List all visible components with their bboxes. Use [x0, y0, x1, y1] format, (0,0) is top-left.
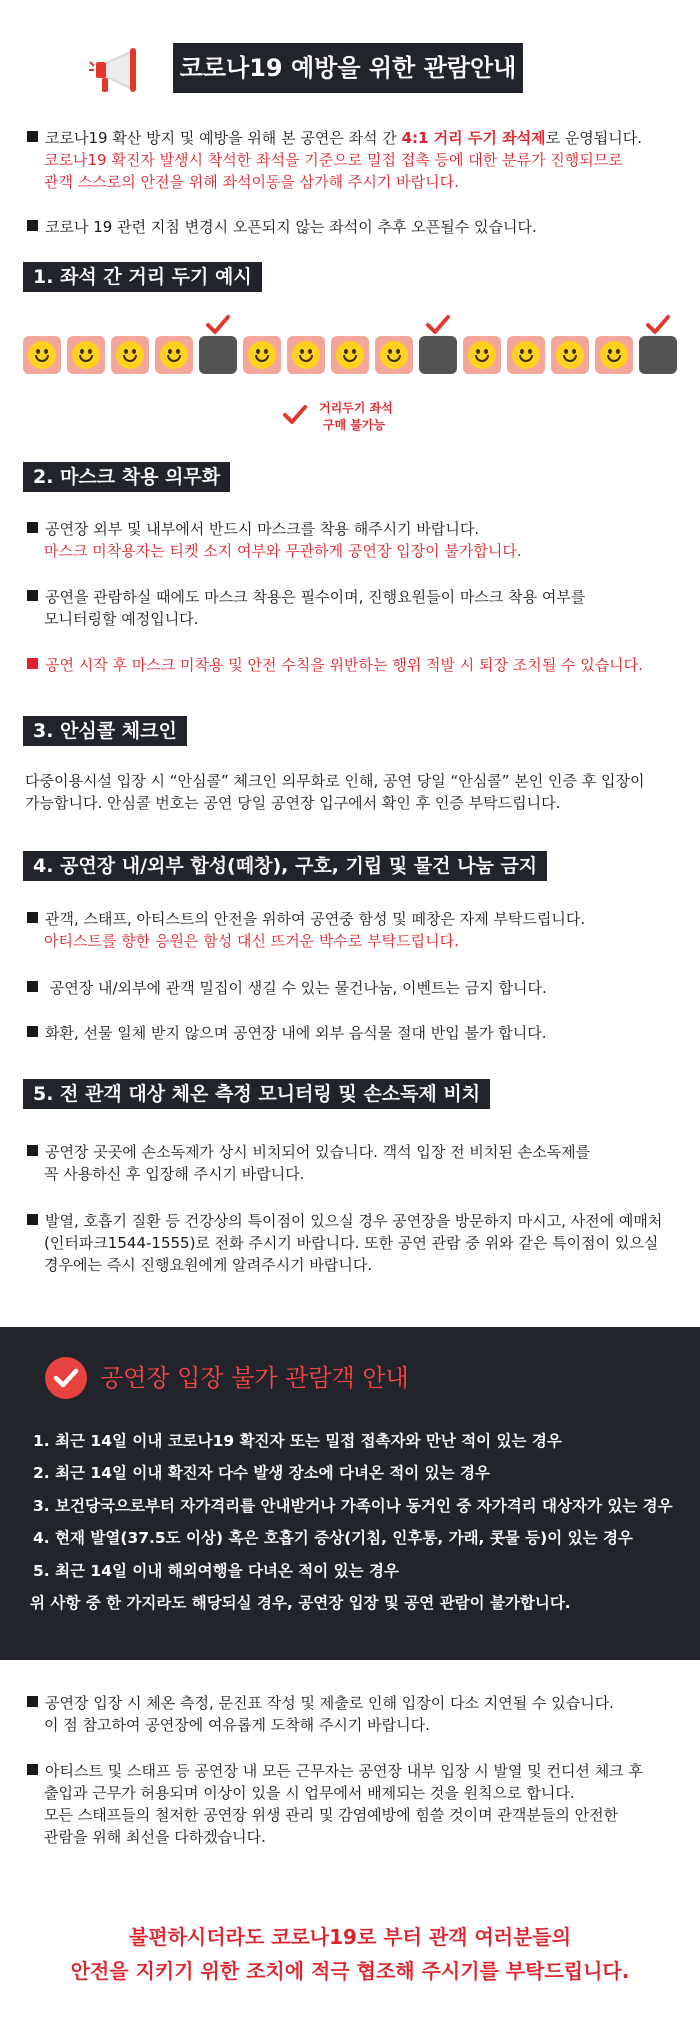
bullet-text: 모니터링할 예정입니다. — [44, 610, 199, 628]
page-title: 코로나19 예방을 위한 관람안내 — [173, 43, 523, 93]
intro-warning-line: 관객 스스로의 안전을 위해 좌석이동을 삼가해 주시기 바랍니다. — [44, 173, 459, 191]
sec2-bullet-1 — [27, 518, 522, 562]
available-seat — [551, 336, 589, 374]
bullet-square-icon — [27, 1696, 38, 1707]
smiley-icon — [380, 341, 408, 369]
smiley-icon — [512, 341, 540, 369]
note-2 — [27, 1760, 643, 1848]
restriction-item: 1. 최근 14일 이내 코로나19 확진자 또는 밀접 접촉자와 만난 적이 있는 경우 — [33, 1432, 562, 1450]
legend-line-1: 거리두기 좌석 — [319, 401, 393, 415]
smiley-icon — [600, 341, 628, 369]
available-seat — [375, 336, 413, 374]
available-seat — [243, 336, 281, 374]
available-seat — [331, 336, 369, 374]
available-seat — [67, 336, 105, 374]
restriction-title: 공연장 입장 불가 관람객 안내 — [100, 1364, 409, 1392]
smiley-icon — [468, 341, 496, 369]
bullet-text: 꼭 사용하신 후 입장해 주시기 바랍니다. — [44, 1165, 305, 1183]
intro-text: 코로나 19 관련 지침 변경시 오픈되지 않는 좌석이 추후 오픈될수 있습니다. — [45, 218, 537, 236]
available-seat — [287, 336, 325, 374]
bullet-text: 경우에는 즉시 진행요원에게 알려주시기 바랍니다. — [44, 1256, 373, 1274]
blocked-seat — [639, 336, 677, 374]
note-text: 모든 스태프들의 철저한 공연장 위생 관리 및 감염예방에 힘쓸 것이며 관객분들의 안전한 — [44, 1806, 619, 1824]
note-text: 아티스트 및 스태프 등 공연장 내 모든 근무자는 공연장 내부 입장 시 발열 및 컨디션 체크 후 — [45, 1762, 643, 1780]
section-5-title: 5. 전 관객 대상 체온 측정 모니터링 및 손소독제 비치 — [23, 1079, 490, 1109]
smiley-icon — [292, 341, 320, 369]
intro-warning-line: 코로나19 확진자 발생시 착석한 좌석을 기준으로 밀접 접촉 등에 대한 분류가 진행되므로 — [44, 151, 623, 169]
warning-line: 마스크 미착용자는 티켓 소지 여부와 무관하게 공연장 입장이 불가합니다. — [44, 542, 522, 560]
bullet-square-icon — [27, 1026, 38, 1037]
restriction-item: 2. 최근 14일 이내 확진자 다수 발생 장소에 다녀온 적이 있는 경우 — [33, 1464, 490, 1482]
bullet-square-icon — [27, 1145, 38, 1156]
check-icon — [645, 314, 671, 336]
available-seat — [111, 336, 149, 374]
bullet-text: 공연을 관람하실 때에도 마스크 착용은 필수이며, 진행요원들이 마스크 착용 여부를 — [45, 588, 586, 606]
available-seat — [155, 336, 193, 374]
smiley-icon — [556, 341, 584, 369]
smiley-icon — [248, 341, 276, 369]
closing-line-2: 안전을 지키기 위한 조치에 적극 협조해 주시기를 부탁드립니다. — [70, 1959, 630, 1983]
blocked-seat — [199, 336, 237, 374]
bullet-text: 공연장 내/외부에 관객 밀집이 생길 수 있는 물건나눔, 이벤트는 금지 합니다. — [45, 979, 547, 997]
sec5-bullet-2 — [27, 1210, 662, 1276]
sec4-bullet-2 — [27, 977, 547, 999]
sec4-bullet-1 — [27, 908, 585, 952]
megaphone-icon — [88, 42, 144, 98]
closing-line-1: 불편하시더라도 코로나19로 부터 관객 여러분들의 — [128, 1925, 572, 1949]
restriction-footer: 위 사항 중 한 가지라도 해당되실 경우, 공연장 입장 및 공연 관람이 불가합니다. — [30, 1594, 571, 1612]
intro-text: 로 운영됩니다. — [545, 129, 643, 147]
highlight-text: 4:1 거리 두기 좌석제 — [401, 129, 546, 147]
warning-line: 아티스트를 향한 응원은 함성 대신 뜨거운 박수로 부탁드립니다. — [44, 932, 459, 950]
available-seat — [463, 336, 501, 374]
section-4-title: 4. 공연장 내/외부 합성(떼창), 구호, 기립 및 물건 나눔 금지 — [23, 851, 547, 881]
sec5-bullet-1 — [27, 1141, 590, 1185]
smiley-icon — [160, 341, 188, 369]
warning-line: 공연 시작 후 마스크 미착용 및 안전 수칙을 위반하는 행위 적발 시 퇴장 조치될 수 있습니다. — [45, 656, 643, 674]
sec2-bullet-3 — [27, 654, 643, 676]
restriction-item: 5. 최근 14일 이내 해외여행을 다녀온 적이 있는 경우 — [33, 1562, 399, 1580]
smiley-icon — [116, 341, 144, 369]
section-2-title: 2. 마스크 착용 의무화 — [23, 462, 230, 492]
sec2-bullet-2 — [27, 586, 585, 630]
note-text: 출입과 근무가 허용되며 이상이 있을 시 업무에서 배제되는 것을 원칙으로 합니다. — [44, 1784, 575, 1802]
bullet-square-icon — [27, 1764, 38, 1775]
bullet-square-icon — [27, 220, 38, 231]
note-text: 공연장 입장 시 체온 측정, 문진표 작성 및 제출로 인해 입장이 다소 지연될 수 있습니다. — [45, 1694, 614, 1712]
bullet-text: 화환, 선물 일체 받지 않으며 공연장 내에 외부 음식물 절대 반입 불가 합니다. — [45, 1024, 547, 1042]
smiley-icon — [72, 341, 100, 369]
bullet-text: 공연장 곳곳에 손소독제가 상시 비치되어 있습니다. 객석 입장 전 비치된 손소독제를 — [45, 1143, 591, 1161]
smiley-icon — [28, 341, 56, 369]
intro-paragraph-1 — [27, 127, 642, 193]
legend-label — [319, 400, 393, 434]
section-1-title: 1. 좌석 간 거리 두기 예시 — [23, 262, 262, 292]
bullet-square-icon — [27, 590, 38, 601]
check-icon — [425, 314, 451, 336]
smiley-icon — [336, 341, 364, 369]
paragraph-line: 가능합니다. 안심콜 번호는 공연 당일 공연장 입구에서 확인 후 인증 부탁드립니다. — [25, 794, 561, 812]
available-seat — [507, 336, 545, 374]
paragraph-line: 다중이용시설 입장 시 “안심콜” 체크인 의무화로 인해, 공연 당일 “안심콜” 본인 인증 후 입장이 — [25, 772, 645, 790]
bullet-text: 관객, 스태프, 아티스트의 안전을 위하여 공연중 함성 및 떼창은 자제 부탁드립니다. — [45, 910, 586, 928]
intro-paragraph-2 — [27, 216, 537, 238]
check-icon — [282, 404, 308, 426]
check-circle-icon — [45, 1357, 87, 1399]
bullet-text: (인터파크1544-1555)로 전화 주시기 바랍니다. 또한 공연 관람 중 위와 같은 특이점이 있으실 — [44, 1234, 659, 1252]
bullet-square-icon — [27, 131, 38, 142]
seat-row — [23, 336, 683, 376]
bullet-square-icon — [27, 522, 38, 533]
restriction-panel — [0, 1327, 700, 1660]
sec4-bullet-3 — [27, 1022, 546, 1044]
restriction-item: 4. 현재 발열(37.5도 이상) 혹은 호흡기 증상(기침, 인후통, 가래, 콧물 등)이 있는 경우 — [33, 1529, 633, 1547]
available-seat — [595, 336, 633, 374]
note-1 — [27, 1692, 614, 1736]
bullet-square-icon — [27, 658, 38, 669]
bullet-text: 공연장 외부 및 내부에서 반드시 마스크를 착용 해주시기 바랍니다. — [45, 520, 480, 538]
sec3-paragraph — [25, 770, 644, 814]
bullet-text: 발열, 호흡기 질환 등 건강상의 특이점이 있으실 경우 공연장을 방문하지 마시고, 사전에 예매처 — [45, 1212, 663, 1230]
legend-line-2: 구매 불가능 — [322, 418, 386, 432]
bullet-square-icon — [27, 912, 38, 923]
note-text: 관람을 위해 최선을 다하겠습니다. — [44, 1828, 266, 1846]
note-text: 이 점 참고하여 공연장에 여유롭게 도착해 주시기 바랍니다. — [44, 1716, 430, 1734]
available-seat — [23, 336, 61, 374]
section-3-title: 3. 안심콜 체크인 — [23, 716, 187, 746]
bullet-square-icon — [27, 1214, 38, 1225]
intro-text: 코로나19 확산 방지 및 예방을 위해 본 공연은 좌석 간 — [45, 129, 402, 147]
bullet-square-icon — [27, 981, 38, 992]
blocked-seat — [419, 336, 457, 374]
check-icon — [205, 314, 231, 336]
restriction-item: 3. 보건당국으로부터 자가격리를 안내받거나 가족이나 동거인 중 자가격리 대상자가 있는 경우 — [33, 1497, 673, 1515]
page-header — [0, 30, 700, 110]
